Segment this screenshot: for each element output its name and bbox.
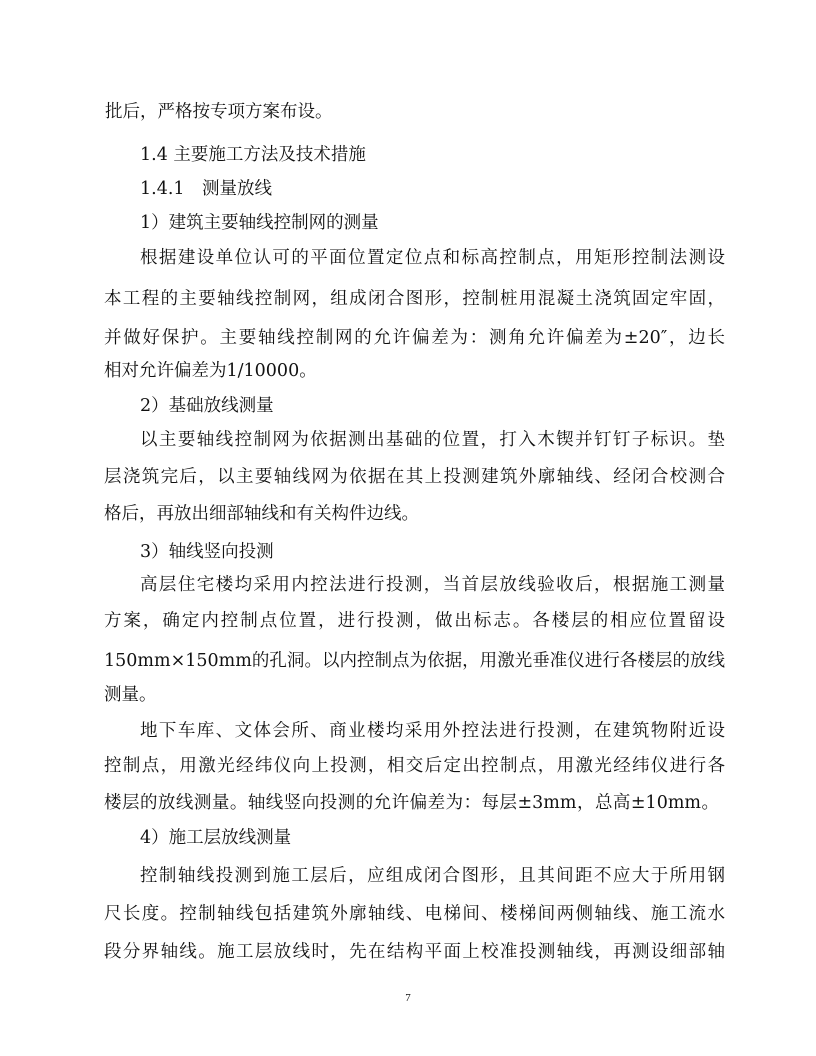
page-number: 7 [405, 992, 411, 1004]
text-line: 批后，严格按专项方案布设。 [105, 102, 333, 122]
paragraph-line: 根据建设单位认可的平面位置定位点和标高控制点，用矩形控制法测设 [140, 248, 725, 268]
item-heading: 3）轴线竖向投测 [140, 542, 274, 562]
paragraph-line: 格后，再放出细部轴线和有关构件边线。 [104, 504, 419, 524]
paragraph-line: 高层住宅楼均采用内控法进行投测，当首层放线验收后，根据施工测量 [140, 575, 725, 595]
section-heading: 1.4 主要施工方法及技术措施 [140, 145, 366, 165]
paragraph-line: 楼层的放线测量。轴线竖向投测的允许偏差为：每层±3mm，总高±10mm。 [104, 793, 719, 813]
paragraph-line: 150mm×150mm的孔洞。以内控制点为依据，用激光垂准仪进行各楼层的放线 [104, 651, 725, 671]
paragraph-line: 方案，确定内控制点位置，进行投测，做出标志。各楼层的相应位置留设 [104, 611, 725, 631]
subsection-heading: 1.4.1 测量放线 [140, 179, 273, 199]
item-heading: 4）施工层放线测量 [140, 828, 292, 848]
item-heading: 1）建筑主要轴线控制网的测量 [140, 213, 379, 233]
paragraph-line: 控制轴线投测到施工层后，应组成闭合图形，且其间距不应大于所用钢 [140, 866, 725, 886]
paragraph-line: 并做好保护。主要轴线控制网的允许偏差为：测角允许偏差为±20″，边长 [104, 328, 725, 348]
paragraph-line: 控制点，用激光经纬仪向上投测，相交后定出控制点，用激光经纬仪进行各 [104, 756, 725, 776]
paragraph-line: 本工程的主要轴线控制网，组成闭合图形，控制桩用混凝土浇筑固定牢固， [104, 289, 725, 309]
paragraph-line: 以主要轴线控制网为依据测出基础的位置，打入木锲并钉钉子标识。垫 [140, 430, 725, 450]
paragraph-line: 相对允许偏差为1/10000。 [104, 361, 317, 381]
paragraph-line: 尺长度。控制轴线包括建筑外廓轴线、电梯间、楼梯间两侧轴线、施工流水 [104, 904, 725, 924]
item-heading: 2）基础放线测量 [140, 396, 274, 416]
paragraph-line: 测量。 [104, 685, 157, 705]
paragraph-line: 段分界轴线。施工层放线时，先在结构平面上校准投测轴线，再测设细部轴 [104, 942, 725, 962]
paragraph-line: 地下车库、文体会所、商业楼均采用外控法进行投测，在建筑物附近设 [140, 721, 725, 741]
paragraph-line: 层浇筑完后，以主要轴线网为依据在其上投测建筑外廓轴线、经闭合校测合 [104, 467, 725, 487]
